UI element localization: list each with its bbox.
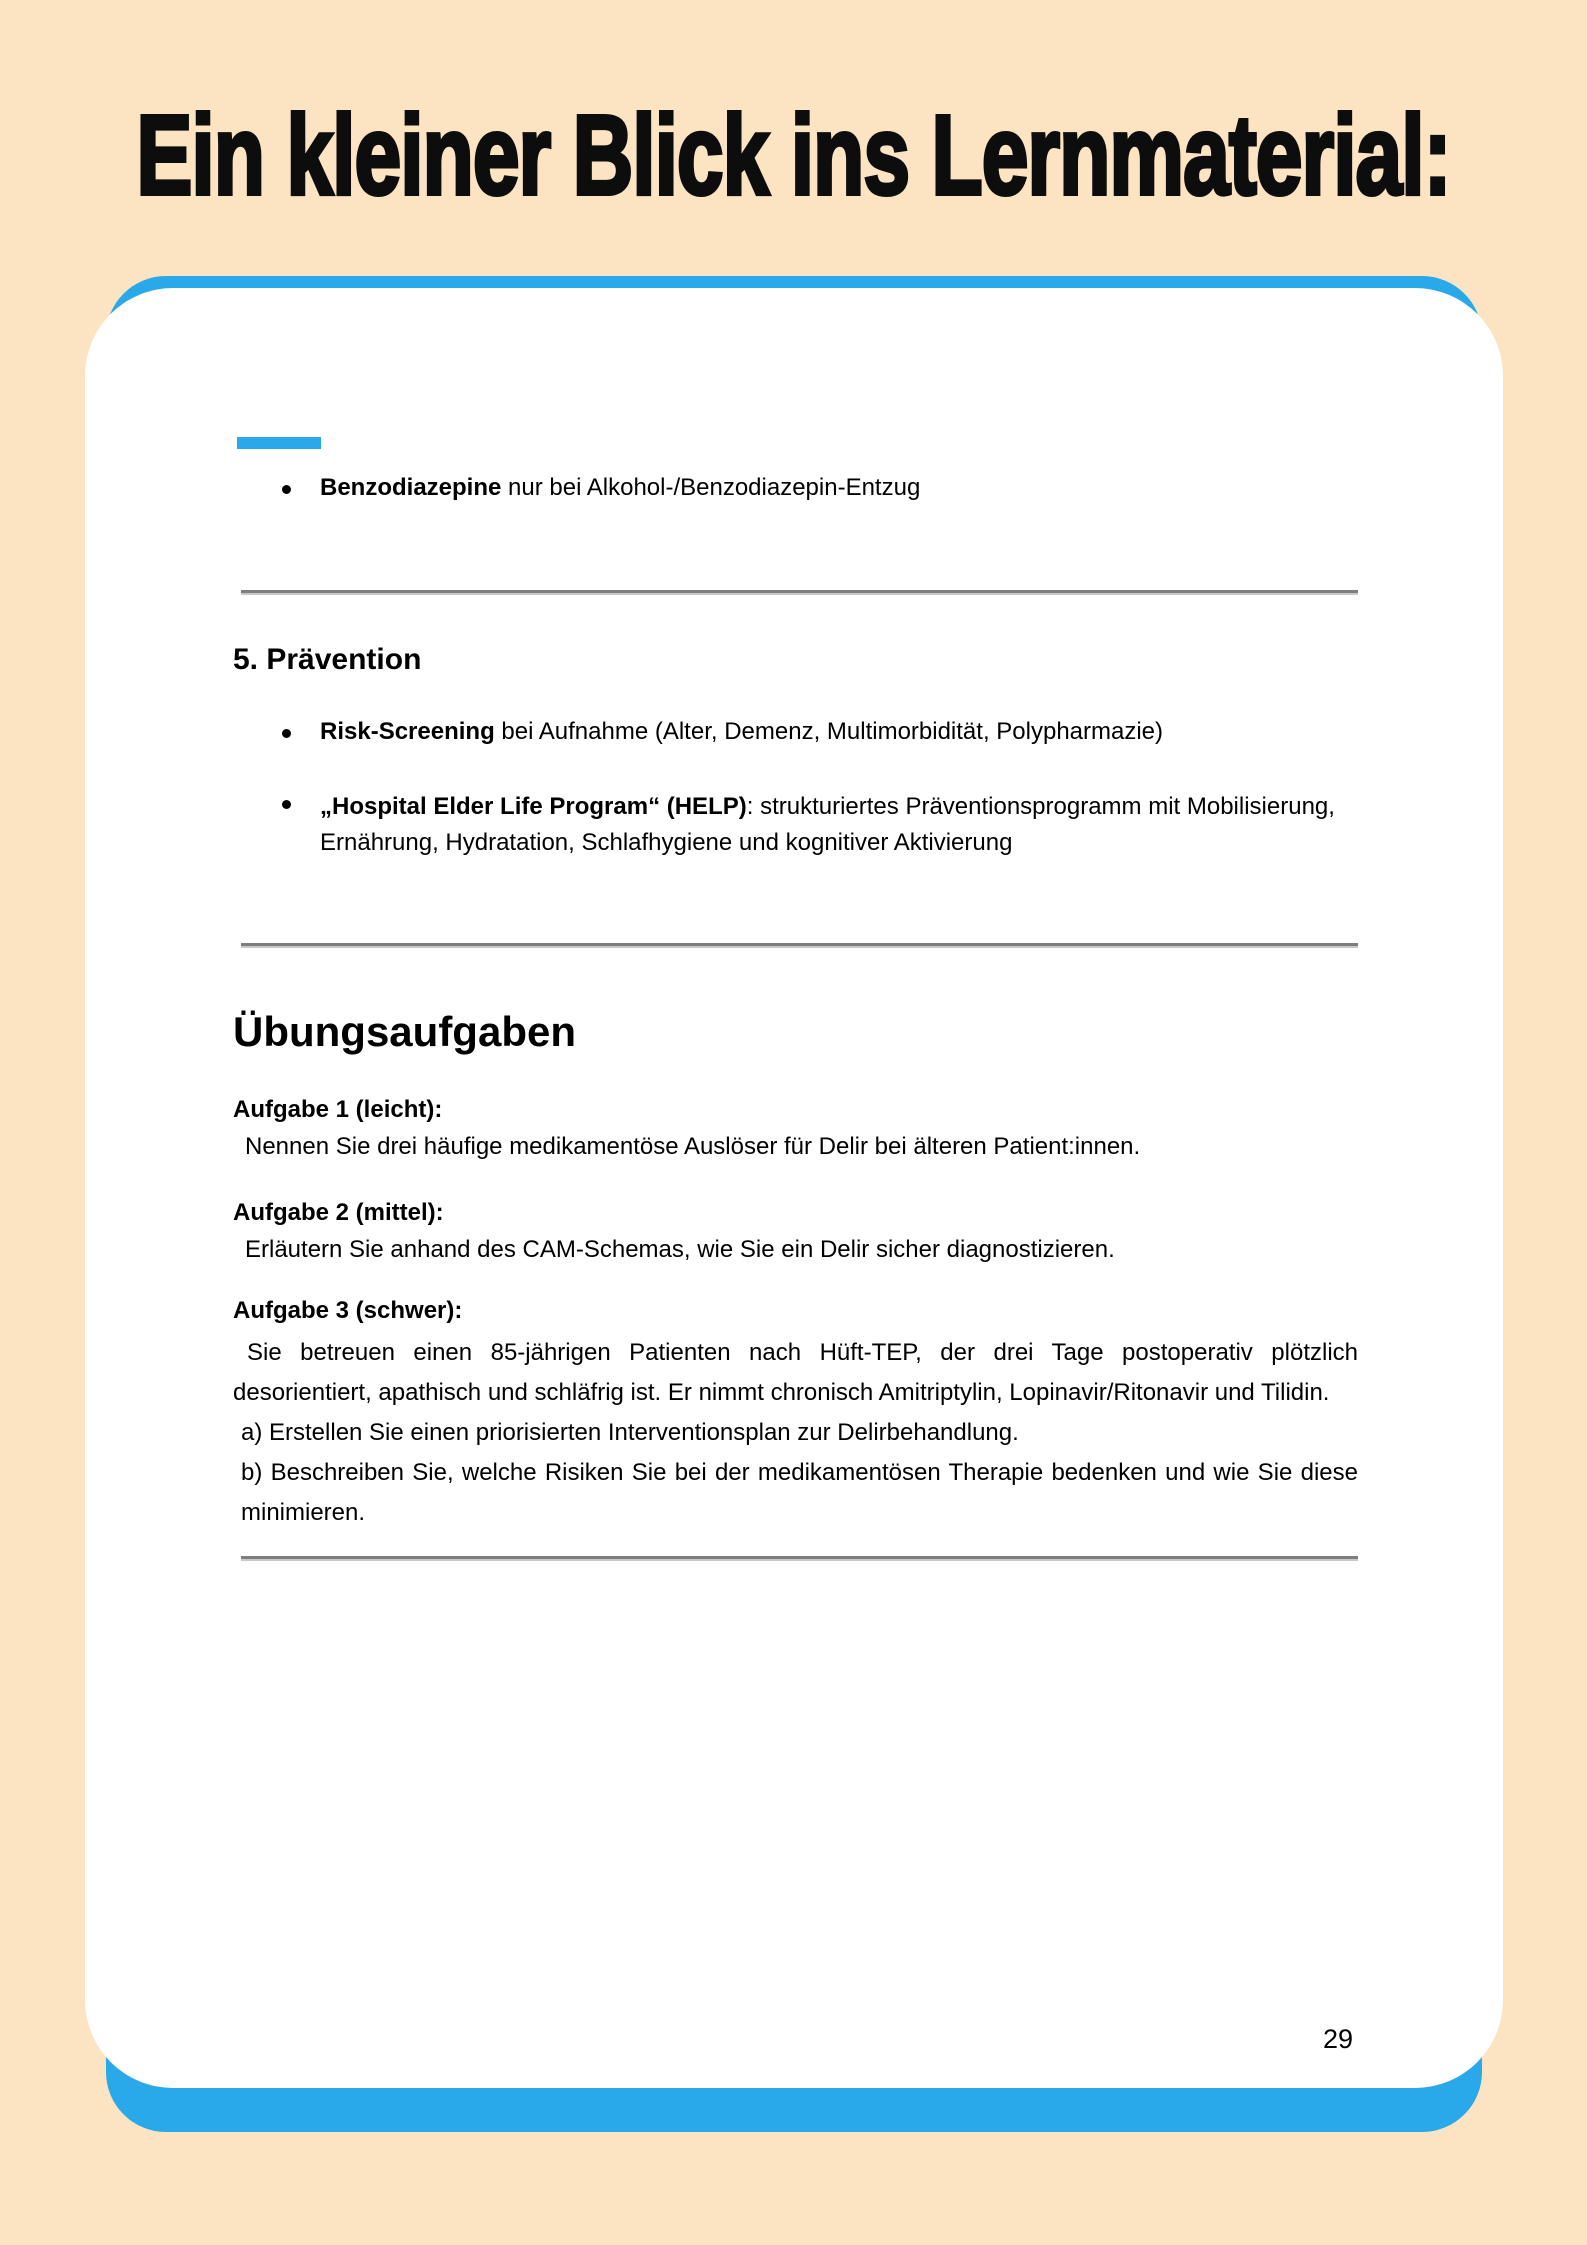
document-preview-card — [85, 288, 1503, 2088]
list-item-rest: : strukturiertes Präventionsprogramm mit Mobilisierung, Ernährung, Hydratation, Schlafhygiene und kognitiver Aktivierung — [320, 793, 1335, 856]
bullet-icon — [282, 729, 291, 738]
section-divider — [241, 590, 1358, 593]
section-divider — [241, 1556, 1358, 1559]
list-item-bold: „Hospital Elder Life Program“ (HELP) — [320, 793, 747, 820]
list-item-bold: Risk-Screening — [320, 718, 495, 745]
list-item-text — [291, 789, 1362, 861]
task3-part-a: a) Erstellen Sie einen priorisierten Interventionsplan zur Delirbehandlung. — [241, 1419, 1019, 1446]
task3-scenario: Sie betreuen einen 85-jährigen Patienten nach Hüft-TEP, der drei Tage postoperativ plötzlich desorientiert, apathisch und schläfrig ist. Er nimmt chronisch Amitriptylin, Lopinavir/Ritonavir und Tilidin. — [233, 1339, 1358, 1406]
page-title: Ein kleiner Blick ins Lernmaterial: — [136, 91, 1451, 219]
section-divider — [241, 943, 1358, 946]
section-heading-exercises: Übungsaufgaben — [233, 1008, 576, 1055]
list-item-benzodiazepine — [282, 474, 1362, 502]
task1-text: Nennen Sie drei häufige medikamentöse Auslöser für Delir bei älteren Patient:innen. — [245, 1133, 1141, 1160]
task2-label: Aufgabe 2 (mittel): — [233, 1199, 444, 1226]
section-heading-prevention: 5. Prävention — [233, 643, 422, 676]
list-item-text — [291, 718, 1163, 746]
task2-text: Erläutern Sie anhand des CAM-Schemas, wie Sie ein Delir sicher diagnostizieren. — [245, 1236, 1115, 1263]
bullet-icon — [282, 800, 291, 809]
highlight-bar — [237, 437, 321, 449]
task3-label: Aufgabe 3 (schwer): — [233, 1297, 463, 1324]
bullet-icon — [282, 485, 291, 494]
list-item-rest: bei Aufnahme (Alter, Demenz, Multimorbidität, Polypharmazie) — [494, 718, 1164, 745]
list-item-rest: nur bei Alkohol-/Benzodiazepin-Entzug — [501, 474, 921, 501]
task3-part-b: b) Beschreiben Sie, welche Risiken Sie bei der medikamentösen Therapie bedenken und wie Sie diese minimieren. — [241, 1459, 1358, 1526]
list-item-help-program — [282, 789, 1362, 861]
list-item-risk-screening — [282, 718, 1362, 746]
task1-label: Aufgabe 1 (leicht): — [233, 1096, 443, 1123]
page-number: 29 — [1322, 2024, 1353, 2054]
list-item-text — [291, 474, 920, 502]
list-item-bold: Benzodiazepine — [320, 474, 502, 501]
task3-body — [233, 1333, 1358, 1533]
